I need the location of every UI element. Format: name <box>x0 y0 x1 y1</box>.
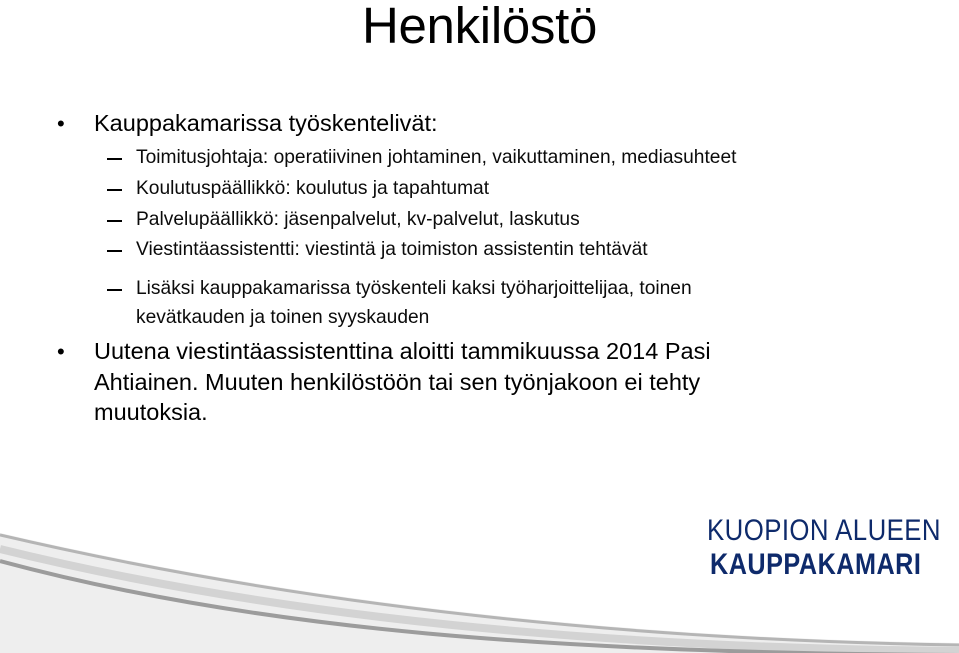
logo-text-top: KUOPION ALUEEN <box>707 514 941 547</box>
dash-icon <box>107 289 122 291</box>
bullet-text: Kauppakamarissa työskentelivät: <box>94 110 438 136</box>
sub-item: Lisäksi kauppakamarissa työskenteli kaksi työharjoittelijaa, toinen <box>136 278 692 299</box>
bullet-text-line: muutoksia. <box>94 399 208 425</box>
slide-title: Henkilöstö <box>361 0 598 54</box>
sub-item: Viestintäassistentti: viestintä ja toimiston assistentin tehtävät <box>136 239 648 260</box>
dash-icon <box>107 158 122 160</box>
bullet-icon: • <box>57 339 65 364</box>
bullet-text-line: Ahtiainen. Muuten henkilöstöön tai sen työnjakoon ei tehty <box>94 369 701 395</box>
dash-icon <box>107 250 122 252</box>
bullet-icon: • <box>57 111 65 136</box>
sub-item: Koulutuspäällikkö: koulutus ja tapahtumat <box>136 178 490 199</box>
sub-item: Toimitusjohtaja: operatiivinen johtaminen, vaikuttaminen, mediasuhteet <box>136 147 737 168</box>
sub-item: Palvelupäällikkö: jäsenpalvelut, kv-palvelut, laskutus <box>136 209 580 230</box>
dash-icon <box>107 189 122 191</box>
dash-icon <box>107 220 122 222</box>
sub-item-continuation: kevätkauden ja toinen syyskauden <box>136 307 430 328</box>
bullet-text-line: Uutena viestintäassistenttina aloitti tammikuussa 2014 Pasi <box>94 338 711 364</box>
logo-text-bottom: KAUPPAKAMARI <box>710 548 922 581</box>
